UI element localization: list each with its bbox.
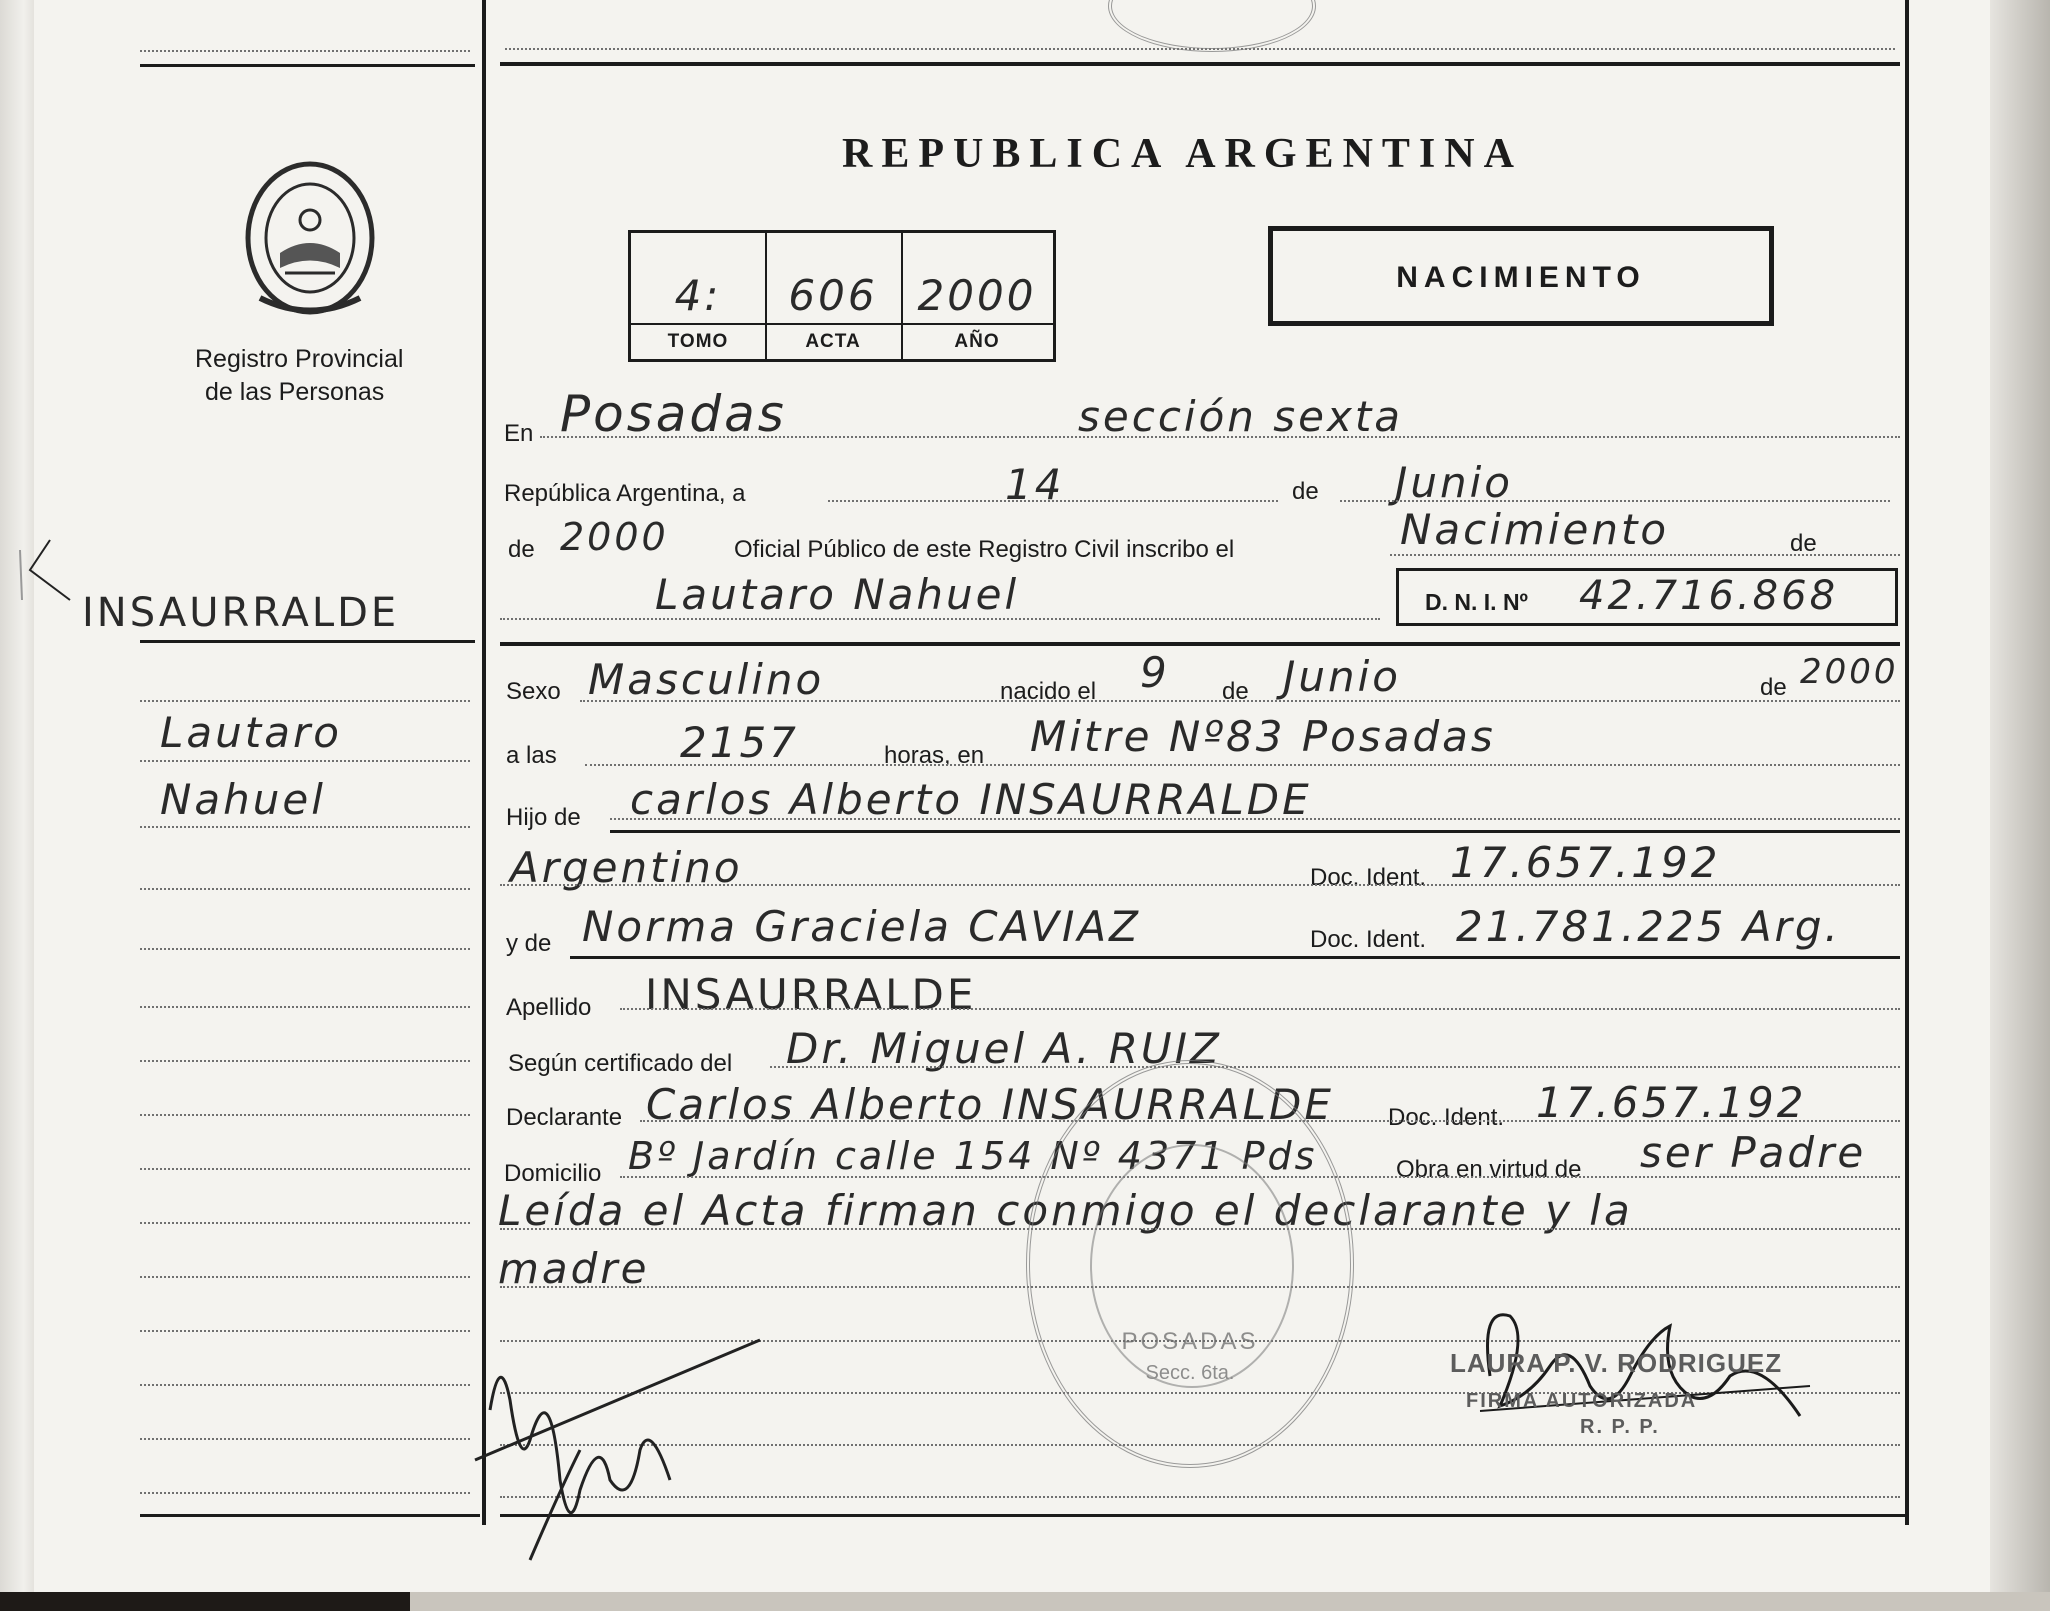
birth-year-value: 2000 bbox=[1800, 652, 1899, 692]
margin-dotted-line bbox=[140, 1060, 470, 1062]
page-stack-edge bbox=[1990, 0, 2050, 1611]
bottom-rule-left bbox=[140, 1514, 480, 1517]
margin-dotted-line bbox=[140, 1384, 470, 1386]
margin-dotted-line bbox=[140, 948, 470, 950]
signer-role: FIRMA AUTORIZADA bbox=[1466, 1390, 1698, 1412]
authorized-signature bbox=[1470, 1296, 1820, 1466]
sexo-dotted-line bbox=[580, 700, 1900, 702]
certificado-dotted-line bbox=[770, 1066, 1900, 1068]
dni-label: D. N. I. Nº bbox=[1425, 589, 1528, 615]
margin-dotted-line bbox=[140, 700, 470, 702]
record-type-label: NACIMIENTO bbox=[1396, 261, 1646, 294]
hijo-dotted-line bbox=[610, 818, 1900, 820]
right-frame-border bbox=[1905, 0, 1909, 1525]
signer-office: R. P. P. bbox=[1580, 1416, 1660, 1438]
birth-month-value: Junio bbox=[1283, 652, 1401, 701]
dni-box bbox=[1396, 568, 1898, 626]
hijo-rule bbox=[610, 830, 1900, 833]
tomo-cell bbox=[631, 233, 767, 359]
page-stack-bottom bbox=[410, 1592, 2050, 1611]
republica-label: República Argentina, a bbox=[504, 480, 746, 507]
tomo-value: 4: bbox=[674, 271, 722, 320]
margin-second-name: Nahuel bbox=[160, 775, 326, 824]
dni-value: 42.716.868 bbox=[1579, 573, 1839, 619]
top-rule-right bbox=[500, 62, 1900, 66]
document-title: REPUBLICA ARGENTINA bbox=[842, 131, 1523, 177]
margin-dotted-line bbox=[140, 1492, 470, 1494]
domicilio-value: Bº Jardín calle 154 Nº 4371 Pds bbox=[628, 1134, 1318, 1178]
row2-dotted-line-b bbox=[1340, 500, 1890, 502]
oficial-text: Oficial Público de este Registro Civil inscribo el bbox=[734, 536, 1235, 563]
obra-value: ser Padre bbox=[1640, 1128, 1867, 1177]
margin-surname: INSAURRALDE bbox=[82, 590, 400, 636]
tomo-label: TOMO bbox=[667, 331, 729, 352]
birth-day-value: 9 bbox=[1140, 648, 1170, 697]
certificado-label: Según certificado del bbox=[508, 1050, 733, 1077]
apellido-dotted-line bbox=[620, 1008, 1900, 1010]
margin-dotted-line bbox=[140, 1276, 470, 1278]
father-value: carlos Alberto INSAURRALDE bbox=[630, 775, 1312, 824]
section-divider-rule bbox=[500, 642, 1900, 646]
nacido-label: nacido el bbox=[1000, 678, 1097, 705]
day-value: 14 bbox=[1005, 460, 1065, 509]
declarante-doc-value: 17.657.192 bbox=[1536, 1078, 1807, 1127]
domicilio-label: Domicilio bbox=[504, 1160, 602, 1187]
de-label-4: de bbox=[1222, 678, 1249, 705]
margin-dotted-line bbox=[140, 1222, 470, 1224]
row2-dotted-line-a bbox=[828, 500, 1278, 502]
doc-label-2: Doc. Ident. bbox=[1310, 926, 1427, 953]
row1-dotted-line bbox=[540, 436, 1900, 438]
mother-doc-value: 21.781.225 Arg. bbox=[1456, 902, 1841, 951]
registry-seal-stamp bbox=[1026, 1060, 1354, 1468]
de-label-5: de bbox=[1760, 674, 1787, 701]
officer-signature bbox=[470, 1330, 770, 1580]
acta-value: 606 bbox=[788, 271, 878, 320]
doc-label-1: Doc. Ident. bbox=[1310, 864, 1427, 891]
margin-dotted-line bbox=[140, 760, 470, 762]
birth-time-value: 2157 bbox=[680, 718, 799, 767]
left-column-divider bbox=[482, 0, 486, 1525]
signer-name: LAURA P. V. RODRIGUEZ bbox=[1450, 1348, 1783, 1378]
acta-cell bbox=[765, 233, 903, 359]
place-value: Posadas bbox=[560, 385, 787, 443]
closing-line-1: Leída el Acta firman conmigo el declarante y la bbox=[498, 1186, 1633, 1235]
top-partial-stamp bbox=[1108, 0, 1316, 52]
row4-dotted-line bbox=[500, 618, 1380, 620]
ano-label: AÑO bbox=[954, 331, 1000, 352]
registry-label-line1: Registro Provincial bbox=[195, 345, 404, 373]
hijo-label: Hijo de bbox=[506, 804, 581, 831]
sexo-label: Sexo bbox=[506, 678, 561, 705]
top-dotted-rule-left bbox=[140, 50, 470, 52]
mother-value: Norma Graciela CAVIAZ bbox=[582, 902, 1141, 951]
year-value: 2000 bbox=[560, 515, 669, 559]
nationality-dotted-line bbox=[500, 884, 1900, 886]
margin-dotted-line bbox=[140, 1330, 470, 1332]
ano-cell bbox=[901, 233, 1053, 359]
full-name-value: Lautaro Nahuel bbox=[655, 570, 1020, 619]
mother-rule bbox=[570, 956, 1900, 959]
father-doc-value: 17.657.192 bbox=[1450, 838, 1721, 887]
de-label-3: de bbox=[1790, 530, 1817, 557]
closing-line-2: madre bbox=[498, 1244, 650, 1293]
coat-of-arms-emblem bbox=[240, 158, 380, 318]
a-las-label: a las bbox=[506, 742, 557, 769]
a-las-dotted-line bbox=[585, 764, 1900, 766]
apellido-label: Apellido bbox=[506, 994, 592, 1021]
margin-dotted-line bbox=[140, 1114, 470, 1116]
margin-dotted-line bbox=[140, 826, 470, 828]
margin-first-name: Lautaro bbox=[160, 708, 342, 757]
declarante-label: Declarante bbox=[506, 1104, 623, 1131]
margin-dotted-line bbox=[140, 888, 470, 890]
birth-place-value: Mitre Nº83 Posadas bbox=[1030, 712, 1496, 761]
record-type-box bbox=[1268, 226, 1774, 326]
declarante-value: Carlos Alberto INSAURRALDE bbox=[646, 1080, 1334, 1129]
margin-dotted-line bbox=[140, 1168, 470, 1170]
stamp-city: POSADAS bbox=[1121, 1328, 1259, 1355]
record-number-box bbox=[628, 230, 1056, 362]
margin-surname-rule bbox=[140, 640, 475, 643]
horas-label: horas, en bbox=[884, 742, 985, 769]
en-label: En bbox=[504, 420, 534, 447]
certificado-value: Dr. Miguel A. RUIZ bbox=[786, 1024, 1222, 1073]
binding-thread bbox=[10, 530, 80, 610]
top-rule-left bbox=[140, 64, 475, 67]
obra-label: Obra en virtud de bbox=[1396, 1156, 1582, 1183]
stamp-section: Secc. 6ta. bbox=[1145, 1362, 1235, 1384]
month-value: Junio bbox=[1395, 458, 1513, 507]
de-label-1: de bbox=[1292, 478, 1319, 505]
de-label-2: de bbox=[508, 536, 535, 563]
section-value: sección sexta bbox=[1078, 392, 1404, 441]
margin-dotted-line bbox=[140, 1006, 470, 1008]
sexo-value: Masculino bbox=[588, 655, 825, 704]
apellido-value: INSAURRALDE bbox=[645, 970, 977, 1019]
acta-label: ACTA bbox=[805, 331, 861, 352]
binding-edge bbox=[0, 0, 34, 1592]
margin-dotted-line bbox=[140, 1438, 470, 1440]
row3-dotted-line bbox=[1390, 554, 1900, 556]
father-nationality-value: Argentino bbox=[510, 843, 743, 892]
doc-label-3: Doc. Ident. bbox=[1388, 1104, 1505, 1131]
ano-value: 2000 bbox=[917, 271, 1037, 320]
registry-label-line2: de las Personas bbox=[205, 378, 385, 406]
y-de-label: y de bbox=[506, 930, 552, 957]
event-value: Nacimiento bbox=[1400, 505, 1670, 554]
